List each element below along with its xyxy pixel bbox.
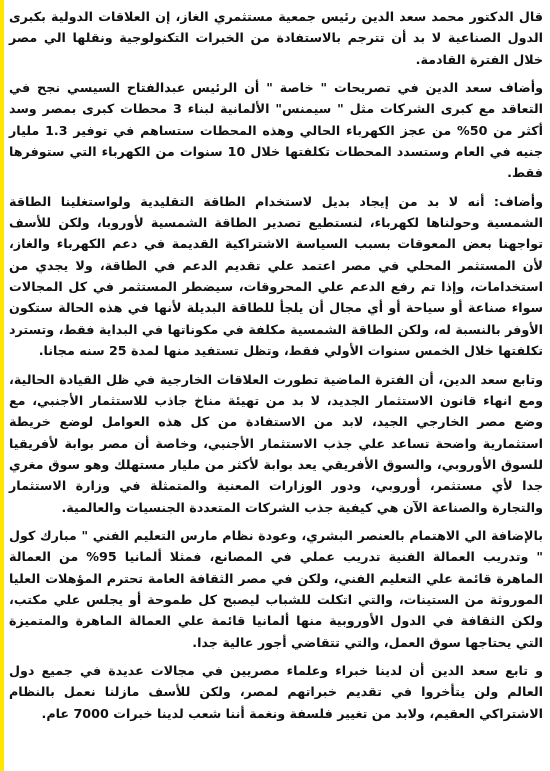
paragraph-technical-education: بالإضافة الي الاهتمام بالعنصر البشري، وعودة نظام مارس التعليم الفني " مبارك كول " وتدريب العمالة الفنية تدريب عملي في المصانع، فمثلا ألمانيا 95% من العمالة الماهرة قائمة علي التعليم الفني، ولكن في مصر الثقافة العامة تحترم المؤهلات العليا الموروثة من الستينات، والتي اتكلت للشباب ليصبح كل طموحة أو يجلس علي مكتب، ولكن الثقافة في الدول الأوروبية منها ألمانيا قائمة علي العمالة الماهرة والمتميزة التي يحتاجها سوق العمل، والتي تتقاضي أجور عالية جدا. [9,527,543,650]
paragraph-egyptian-experts: و تابع سعد الدين أن لدينا خبراء وعلماء مصريين في مجالات عديدة في جميع دول العالم ولن يتأخروا في تقديم خبراتهم لمصر، ولكن للأسف مازلنا نعمل بالنظام الاشتراكي العقيم، ولابد من تغيير فلسفة ونغمة أننا شعب لدينا خبرات 7000 عام. [9,662,543,721]
article-body [9,6,543,724]
paragraph-foreign-investment: وتابع سعد الدين، أن الفترة الماضية تطورت العلاقات الخارجية في ظل القيادة الحالية، ومع انهاء قانون الاستثمار الجديد، لا بد من تهيئة مناخ جاذب للاستثمار الأجنبي، مع وضع مصر الخارجي الجيد، لابد من الاستفادة من كل هذه العوامل لوضع خريطة استثمارية واضحة تساعد علي جذب الاستثمار الأجنبي، وخاصة أن مصر بوابة لأفريقيا للسوق الأوروبي، والسوق الأفريقي يعد بوابة لأكثر من مليار مستهلك وهو سوق مغري جدا لأي مستثمر، أوروبي، ودور الوزارات المعنية والمتمثلة في وزارة الاستثمار والتجارة والصناعة الآن هي كيفية جذب الشركات المتعددة الجنسيات والعالمية. [9,371,543,515]
paragraph-siemens-plants: وأضاف سعد الدين في تصريحات " خاصة " أن الرئيس عبدالفتاح السيسي نجح في التعاقد مع كبرى الشركات مثل " سيمنس" الألمانية لبناء 3 محطات كبرى بمصر وسد أكثر من 50% من عجز الكهرباء الحالي وهذه المحطات ستساهم في توفير 1.3 مليار جنيه في العام وستسدد المحطات تكلفتها خلال 10 سنوات من الكهرباء التي ستوفرها فقط. [9,80,544,181]
paragraph-solar-energy: وأضاف: أنه لا بد من إيجاد بديل لاستخدام الطاقة التقليدية ولواستغلينا الطاقة الشمسية وحولناها لكهرباء، لنستطيع تصدير الطاقة الشمسية لأوروبا، ولكن للأسف تواجهنا بعض المعوقات بسبب السياسة الاشتراكية القديمة في دعم الكهرباء والغاز، لأن المستثمر المحلي في مصر اعتمد علي تقديم الدعم في الطاقة، ولا يجدي من استخدامات، وإذا تم رفع الدعم علي المحروقات، سيضطر المستثمر في كل المجالات سواء صناعة أو سياحة أو أي مجال أن يلجأ للطاقة البديلة لأنها في هذه الحالة ستكون الأوفر بالنسبة له، ولكن الطاقة الشمسية مكلفة في مكوناتها في البداية فقط، وتسترد تكلفتها خلال الخمس سنوات الأولي فقط، وتظل تستفيد منها لمدة 25 سنه مجانا. [9,193,543,359]
paragraph-intro: قال الدكتور محمد سعد الدين رئيس جمعية مستثمري الغاز، إن العلاقات الدولية بكبرى الدول الصناعية لا بد أن تترجم بالاستفادة من الخبرات التكنولوجية ونقلها الي مصر خلال الفترة القادمة. [9,9,543,67]
yellow-accent-stripe [0,0,4,771]
